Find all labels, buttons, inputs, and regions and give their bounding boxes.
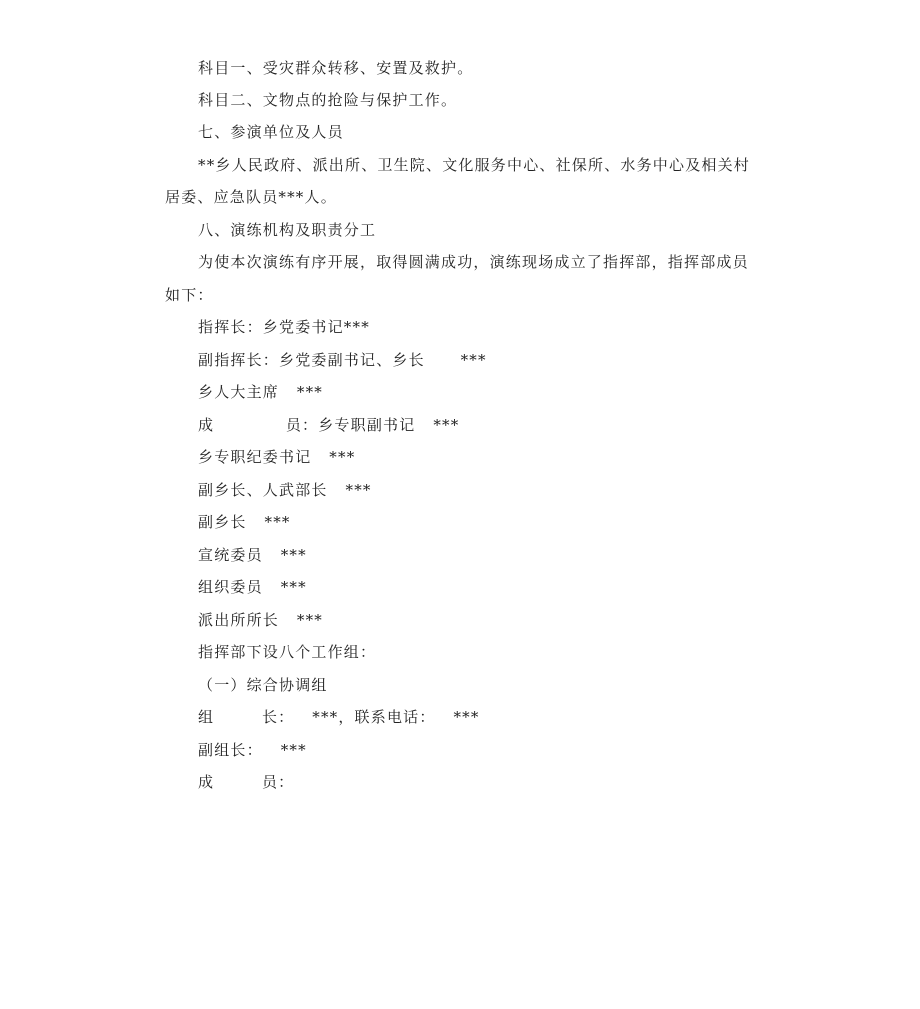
text-line-workgroups: 指挥部下设八个工作组： <box>198 643 377 661</box>
text-line-intro: 为使本次演练有序开展，取得圆满成功，演练现场成立了指挥部，指挥部成员 <box>198 253 749 271</box>
text-line-group-leader: 组 长： ***，联系电话： *** <box>198 708 480 726</box>
text-line-discipline-secretary: 乡专职纪委书记 *** <box>198 448 356 466</box>
section-heading-8: 八、演练机构及职责分工 <box>198 221 377 239</box>
text-line-units: **乡人民政府、派出所、卫生院、文化服务中心、社保所、水务中心及相关村 <box>198 156 751 174</box>
text-line-deputy-mayor: 副乡长 *** <box>198 513 291 531</box>
text-line-group-members: 成 员： <box>198 773 295 791</box>
text-line-armed-forces: 副乡长、人武部长 *** <box>198 481 372 499</box>
text-line-units-cont: 居委、应急队员***人。 <box>165 188 337 206</box>
text-line-police-chief: 派出所所长 *** <box>198 611 324 629</box>
section-heading-7: 七、参演单位及人员 <box>198 123 344 141</box>
text-line-organization: 组织委员 *** <box>198 578 307 596</box>
text-line-npc-chair: 乡人大主席 *** <box>198 383 324 401</box>
text-line-commander: 指挥长：乡党委书记*** <box>198 318 370 336</box>
text-line-subject-2: 科目二、文物点的抢险与保护工作。 <box>198 91 458 109</box>
text-line-members: 成 员：乡专职副书记 *** <box>198 416 460 434</box>
subsection-heading-coordination: （一）综合协调组 <box>198 676 328 694</box>
text-line-intro-cont: 如下： <box>165 286 214 304</box>
text-line-subject-1: 科目一、受灾群众转移、安置及救护。 <box>198 59 474 77</box>
text-line-publicity: 宣统委员 *** <box>198 546 307 564</box>
text-line-deputy-leader: 副组长： *** <box>198 741 307 759</box>
text-line-deputy-commander: 副指挥长：乡党委副书记、乡长 *** <box>198 351 487 369</box>
